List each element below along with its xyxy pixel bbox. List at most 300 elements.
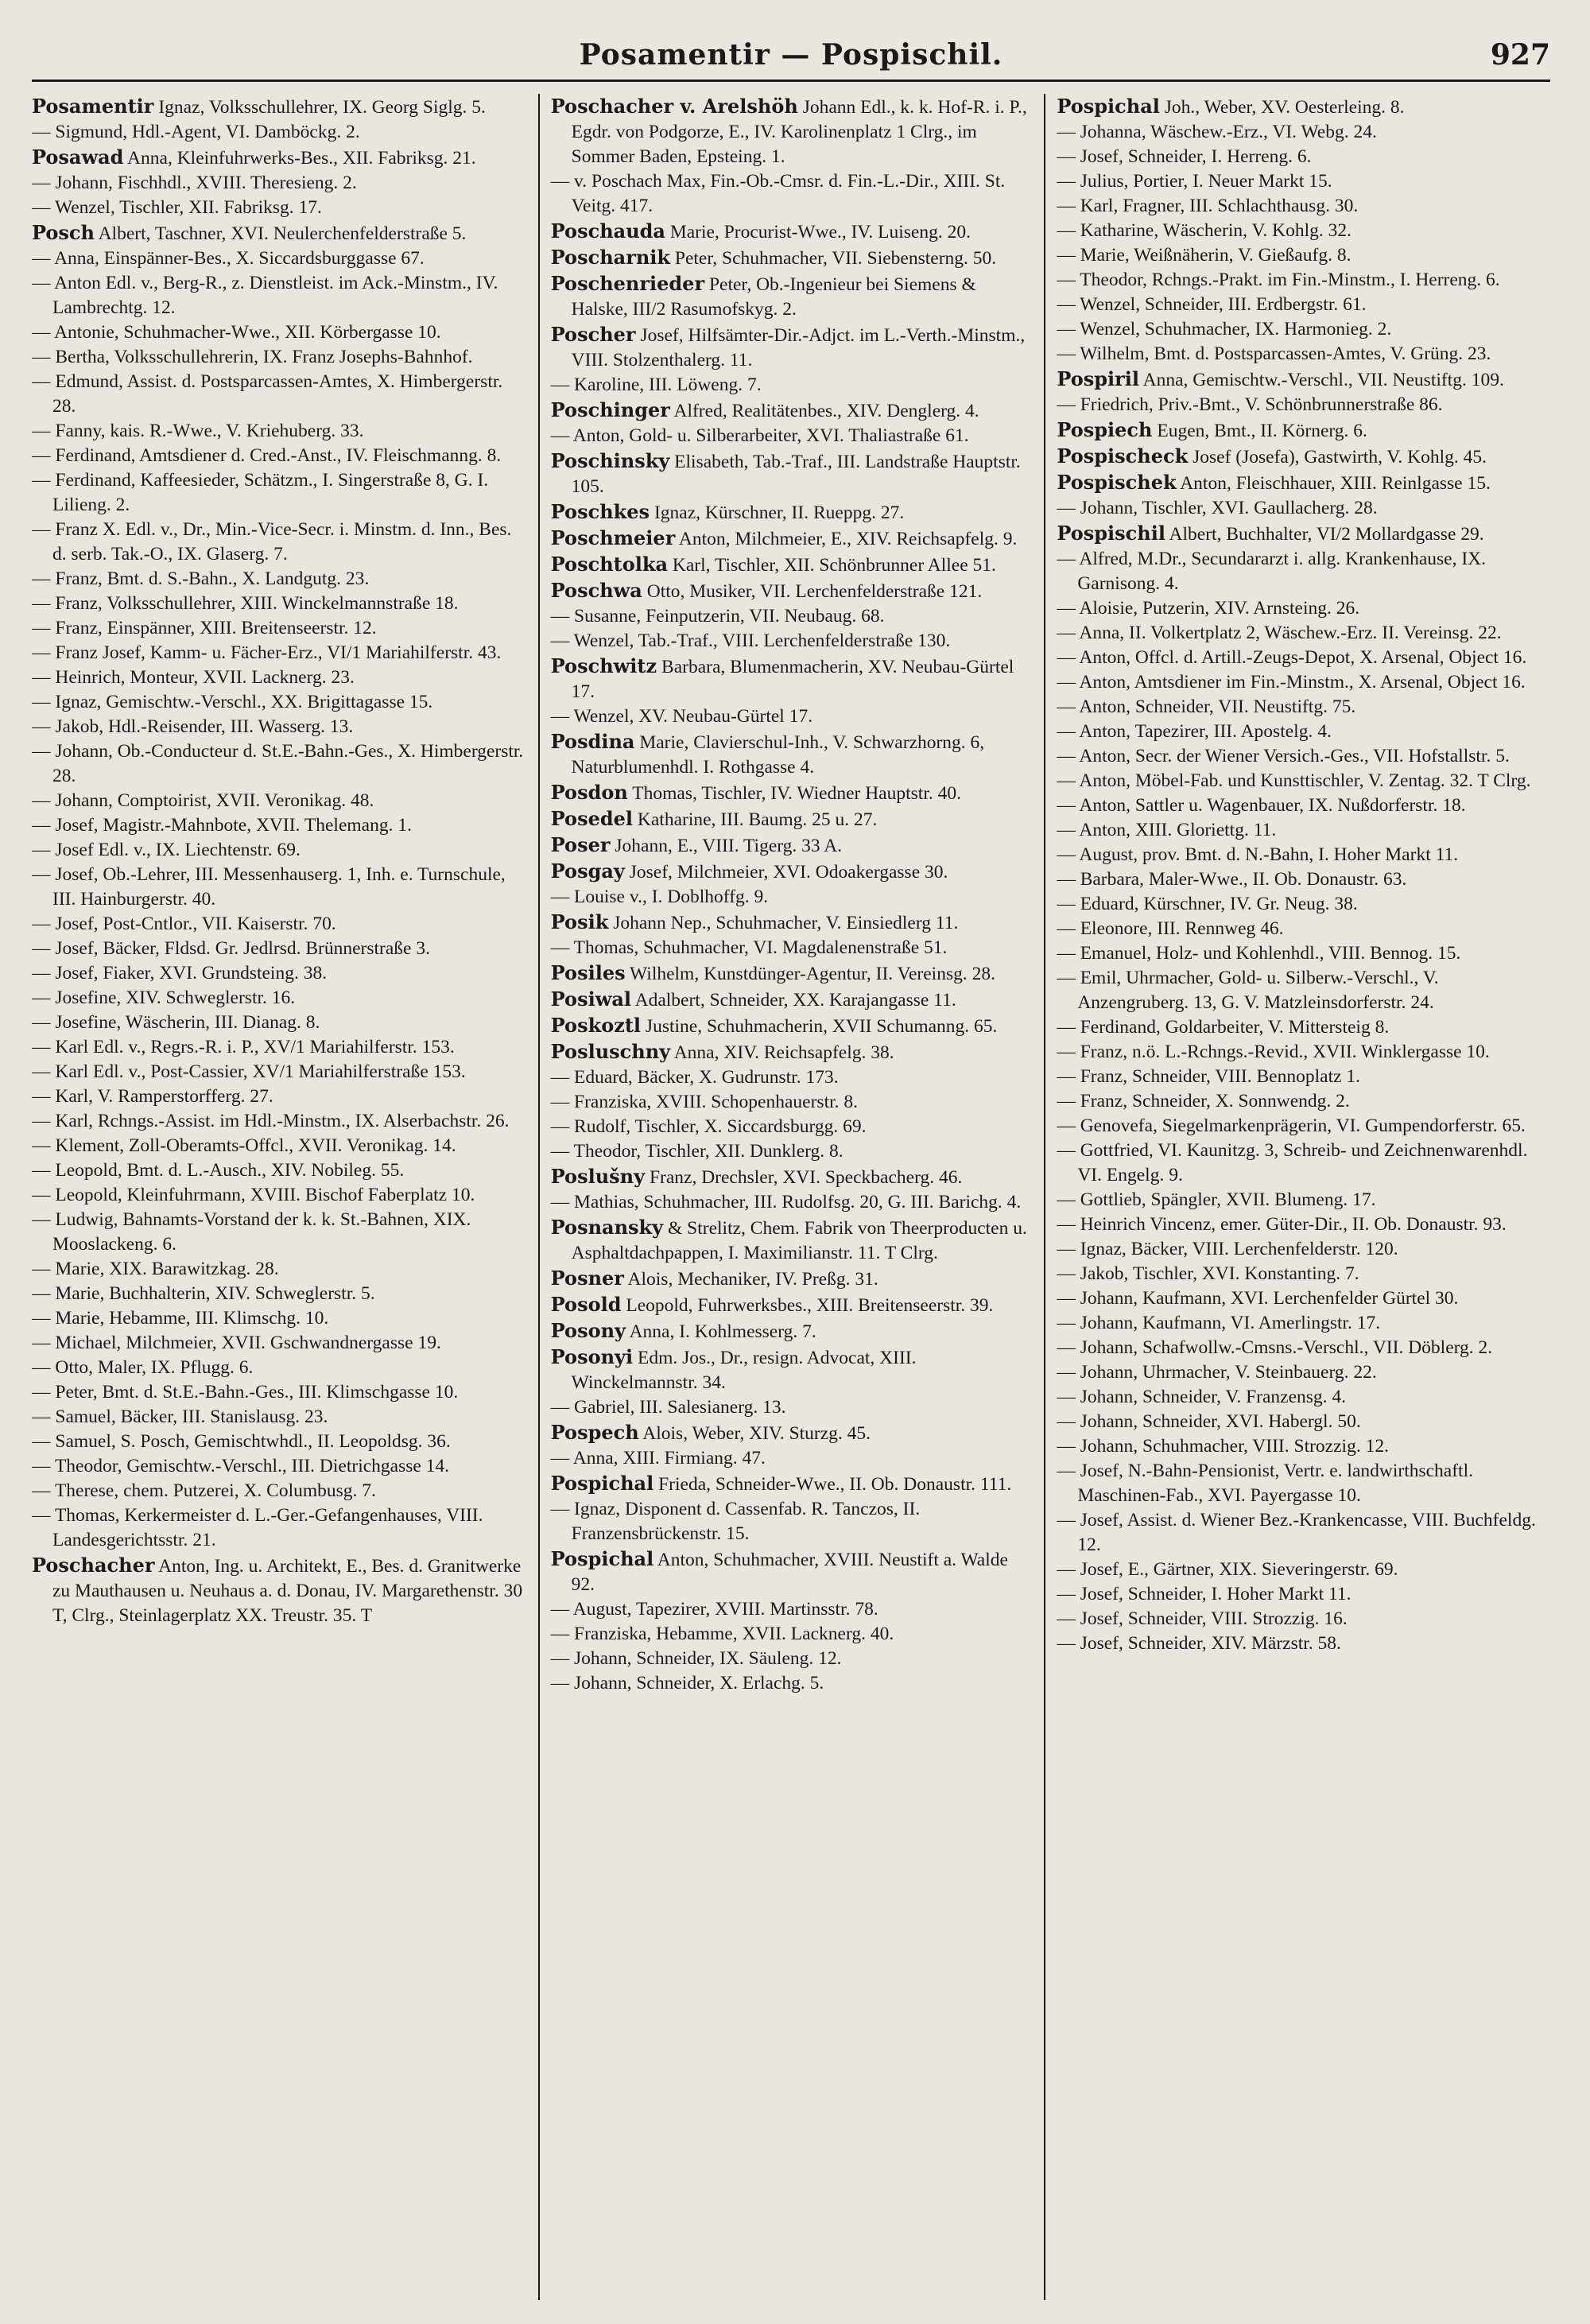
directory-entry bbox=[551, 629, 1034, 654]
directory-entry bbox=[1057, 1212, 1539, 1237]
directory-entry bbox=[1057, 1631, 1539, 1656]
directory-entry bbox=[551, 526, 1034, 552]
entry-surname: Pospichal bbox=[1057, 95, 1160, 118]
entry-text: — August, prov. Bmt. d. N.-Bahn, I. Hoher Markt 11. bbox=[1057, 844, 1459, 865]
entry-text: — Josef, Fiaker, XVI. Grundsteing. 38. bbox=[32, 963, 328, 984]
entry-text: — Aloisie, Putzerin, XIV. Arnsteing. 26. bbox=[1057, 598, 1360, 619]
directory-entry bbox=[1057, 1360, 1539, 1385]
directory-entry bbox=[551, 1090, 1034, 1115]
directory-entry bbox=[32, 592, 527, 616]
entry-surname: Posgay bbox=[550, 859, 625, 883]
directory-entry bbox=[551, 704, 1034, 729]
entry-text: — Anton Edl. v., Berg-R., z. Dienstleist. im Ack.-Minstm., IV. Lambrechtg. 12. bbox=[32, 273, 498, 318]
directory-entry bbox=[1057, 521, 1539, 547]
entry-text: — Ferdinand, Amtsdiener d. Cred.-Anst., IV. Fleischmanng. 8. bbox=[32, 445, 502, 466]
directory-entry bbox=[1057, 1434, 1539, 1459]
entry-text: — Johann, Fischhdl., XVIII. Theresieng. 2. bbox=[32, 173, 357, 193]
directory-entry bbox=[32, 94, 527, 120]
entry-text: Anton, Fleischhauer, XIII. Reinlgasse 15. bbox=[1176, 473, 1491, 494]
directory-entry bbox=[551, 1013, 1034, 1039]
directory-entry bbox=[551, 552, 1034, 578]
entry-text: — Samuel, Bäcker, III. Stanislausg. 23. bbox=[32, 1406, 328, 1427]
directory-entry bbox=[1057, 470, 1539, 496]
directory-entry bbox=[1057, 120, 1539, 145]
entry-text: — Josef, E., Gärtner, XIX. Sieveringerstr. 69. bbox=[1057, 1559, 1398, 1580]
directory-entry bbox=[32, 616, 527, 641]
entry-text: — Karoline, III. Löweng. 7. bbox=[550, 374, 762, 395]
entry-surname: Posiles bbox=[550, 961, 626, 984]
directory-entry bbox=[32, 1257, 527, 1282]
entry-text: — Alfred, M.Dr., Secundararzt i. allg. Krankenhause, IX. Garnisong. 4. bbox=[1057, 549, 1487, 594]
entry-text: — Peter, Bmt. d. St.E.-Bahn.-Ges., III. Klimschgasse 10. bbox=[32, 1382, 459, 1403]
directory-entry bbox=[1057, 769, 1539, 793]
directory-entry bbox=[551, 448, 1034, 499]
entry-text: Franz, Drechsler, XVI. Speckbacherg. 46. bbox=[645, 1167, 963, 1188]
directory-entry bbox=[551, 1597, 1034, 1622]
entry-surname: Posnansky bbox=[550, 1216, 664, 1239]
directory-entry bbox=[1057, 496, 1539, 521]
entry-text: Marie, Clavierschul-Inh., V. Schwarzhorng. 6, Naturblumenhdl. I. Rothgasse 4. bbox=[571, 732, 985, 778]
entry-text: — Sigmund, Hdl.-Agent, VI. Damböckg. 2. bbox=[32, 122, 360, 142]
directory-entry bbox=[32, 196, 527, 220]
directory-entry bbox=[1057, 1508, 1539, 1558]
entry-text: — Josef, Assist. d. Wiener Bez.-Krankencasse, VIII. Buchfeldg. 12. bbox=[1057, 1510, 1536, 1555]
directory-entry bbox=[551, 499, 1034, 526]
directory-entry bbox=[1057, 1237, 1539, 1262]
entry-text: — Anton, Gold- u. Silberarbeiter, XVI. Thaliastraße 61. bbox=[550, 425, 969, 446]
entry-surname: Poschwa bbox=[550, 579, 642, 602]
directory-entry bbox=[32, 370, 527, 419]
entry-text: — Ignaz, Bäcker, VIII. Lerchenfelderstr. 120. bbox=[1057, 1239, 1398, 1259]
entry-text: — Anton, XIII. Gloriettg. 11. bbox=[1057, 820, 1277, 840]
directory-entry bbox=[32, 1183, 527, 1208]
entry-text: — Klement, Zoll-Oberamts-Offcl., XVII. Veronikag. 14. bbox=[32, 1135, 456, 1156]
entry-text: — Emanuel, Holz- und Kohlenhdl., VIII. Bennog. 15. bbox=[1057, 943, 1461, 964]
entry-surname: Posdina bbox=[550, 730, 635, 753]
directory-entry bbox=[32, 1454, 527, 1479]
entry-surname: Pospiech bbox=[1057, 418, 1153, 441]
directory-entry bbox=[32, 715, 527, 739]
directory-entry bbox=[1057, 417, 1539, 444]
page-header bbox=[32, 32, 1550, 82]
directory-entry bbox=[551, 1671, 1034, 1696]
directory-entry bbox=[1057, 818, 1539, 843]
entry-text: — Friedrich, Priv.-Bmt., V. Schönbrunnerstraße 86. bbox=[1057, 394, 1443, 415]
entry-text: — Franz, n.ö. L.-Rchngs.-Revid., XVII. Winklergasse 10. bbox=[1057, 1042, 1490, 1062]
entry-text: — Samuel, S. Posch, Gemischtwhdl., II. Leopoldsg. 36. bbox=[32, 1431, 451, 1452]
directory-entry bbox=[551, 987, 1034, 1013]
entry-text: — Eleonore, III. Rennweg 46. bbox=[1057, 918, 1284, 939]
directory-entry bbox=[1057, 342, 1539, 367]
entry-text: Josef (Josefa), Gastwirth, V. Kohlg. 45. bbox=[1188, 447, 1487, 468]
directory-entry bbox=[1057, 1336, 1539, 1360]
entry-text: Anton, Milchmeier, E., XIV. Reichsapfelg. 9. bbox=[675, 529, 1018, 549]
entry-text: — Wenzel, Tab.-Traf., VIII. Lerchenfelderstraße 130. bbox=[550, 630, 951, 651]
directory-entry bbox=[1057, 646, 1539, 670]
entry-text: — Anna, Einspänner-Bes., X. Siccardsburggasse 67. bbox=[32, 248, 425, 269]
entry-text: Josef, Milchmeier, XVI. Odoakergasse 30. bbox=[624, 862, 948, 883]
entry-surname: Posner bbox=[550, 1267, 624, 1290]
directory-entry bbox=[551, 885, 1034, 910]
entry-surname: Poskoztl bbox=[550, 1014, 642, 1037]
entry-surname: Poscher bbox=[550, 323, 636, 346]
directory-entry bbox=[551, 1647, 1034, 1671]
entry-text: — Karl Edl. v., Post-Cassier, XV/1 Mariahilferstraße 153. bbox=[32, 1061, 466, 1082]
entry-text: — Franz, Schneider, VIII. Bennoplatz 1. bbox=[1057, 1066, 1361, 1087]
directory-entry bbox=[551, 832, 1034, 859]
entry-surname: Pospischek bbox=[1057, 471, 1177, 494]
directory-entry bbox=[32, 246, 527, 271]
directory-entry bbox=[1057, 941, 1539, 966]
directory-entry bbox=[32, 345, 527, 370]
directory-entry bbox=[551, 1344, 1034, 1395]
directory-entry bbox=[551, 780, 1034, 806]
entry-text: — Franz, Schneider, X. Sonnwendg. 2. bbox=[1057, 1091, 1350, 1112]
entry-text: — Johann, Ob.-Conducteur d. St.E.-Bahn.-Ges., X. Himbergerstr. 28. bbox=[32, 741, 524, 786]
entry-text: Alois, Weber, XIV. Sturzg. 45. bbox=[638, 1423, 871, 1444]
directory-entry bbox=[1057, 1114, 1539, 1139]
entry-text: — Anton, Möbel-Fab. und Kunsttischler, V. Zentag. 32. T Clrg. bbox=[1057, 770, 1531, 791]
entry-text: Wilhelm, Kunstdünger-Agentur, II. Vereinsg. 28. bbox=[625, 964, 995, 984]
directory-entry bbox=[551, 219, 1034, 245]
entry-text: Johann Edl., k. k. Hof-R. i. P., Egdr. von Podgorze, E., IV. Karolinenplatz 1 Clrg., im Sommer Baden, Epsteing. 1. bbox=[571, 97, 1027, 167]
directory-entry bbox=[32, 838, 527, 863]
directory-entry bbox=[32, 120, 527, 145]
directory-entry bbox=[32, 1553, 527, 1628]
entry-text: — Anton, Schneider, VII. Neustiftg. 75. bbox=[1057, 696, 1356, 717]
entry-surname: Pospichal bbox=[550, 1547, 654, 1570]
entry-text: — Antonie, Schuhmacher-Wwe., XII. Körbergasse 10. bbox=[32, 322, 441, 343]
entry-surname: Poscharnik bbox=[550, 246, 671, 269]
directory-entry bbox=[551, 1039, 1034, 1065]
entry-text: — Anna, XIII. Firmiang. 47. bbox=[550, 1448, 766, 1469]
entry-text: — Josef, Schneider, I. Hoher Markt 11. bbox=[1057, 1584, 1352, 1604]
entry-surname: Poser bbox=[550, 833, 611, 856]
directory-entry bbox=[32, 1306, 527, 1331]
directory-entry bbox=[1057, 194, 1539, 219]
entry-text: — Fanny, kais. R.-Wwe., V. Kriehuberg. 33. bbox=[32, 421, 364, 441]
entry-text: — Josef, Magistr.-Mahnbote, XVII. Thelemang. 1. bbox=[32, 815, 412, 836]
entry-surname: Poschmeier bbox=[550, 526, 676, 549]
entry-surname: Pospischeck bbox=[1057, 444, 1189, 468]
directory-entry bbox=[1057, 596, 1539, 621]
entry-text: — Heinrich, Monteur, XVII. Lacknerg. 23. bbox=[32, 667, 355, 688]
directory-entry bbox=[1057, 1089, 1539, 1114]
directory-entry bbox=[1057, 966, 1539, 1015]
entry-text: — Johann, Uhrmacher, V. Steinbauerg. 22. bbox=[1057, 1362, 1377, 1383]
directory-entry bbox=[32, 1035, 527, 1060]
entry-text: — Katharine, Wäscherin, V. Kohlg. 32. bbox=[1057, 220, 1352, 241]
directory-entry bbox=[1057, 621, 1539, 646]
directory-entry bbox=[32, 271, 527, 320]
directory-entry bbox=[551, 654, 1034, 704]
directory-entry bbox=[551, 1164, 1034, 1190]
directory-entry bbox=[1057, 1311, 1539, 1336]
directory-entry bbox=[32, 1380, 527, 1405]
directory-entry bbox=[32, 986, 527, 1011]
entry-text: — Anton, Sattler u. Wagenbauer, IX. Nußdorferstr. 18. bbox=[1057, 795, 1466, 816]
directory-entry bbox=[551, 1215, 1034, 1266]
entry-text: — Franz, Einspänner, XIII. Breitenseerstr. 12. bbox=[32, 618, 377, 638]
entry-text: — Theodor, Rchngs.-Prakt. im Fin.-Minstm., I. Herreng. 6. bbox=[1057, 270, 1500, 290]
directory-entry bbox=[32, 1011, 527, 1035]
entry-text: — Karl Edl. v., Regrs.-R. i. P., XV/1 Mariahilferstr. 153. bbox=[32, 1037, 455, 1057]
entry-text: — Josef Edl. v., IX. Liechtenstr. 69. bbox=[32, 840, 301, 860]
entry-surname: Poschacher bbox=[32, 1554, 155, 1577]
entry-surname: Posiwal bbox=[550, 987, 632, 1011]
entry-surname: Poschtolka bbox=[550, 553, 669, 576]
column-2 bbox=[538, 94, 1045, 2300]
directory-entry bbox=[1057, 744, 1539, 769]
entry-surname: Poslušny bbox=[550, 1165, 646, 1188]
entry-text: Anna, I. Kohlmesserg. 7. bbox=[625, 1321, 816, 1342]
directory-entry bbox=[32, 1158, 527, 1183]
entry-surname: Poschacher v. Arelshöh bbox=[550, 95, 798, 118]
directory-entry bbox=[551, 1546, 1034, 1597]
entry-surname: Pospiril bbox=[1057, 367, 1140, 390]
entry-text: — Anton, Secr. der Wiener Versich.-Ges., VII. Hofstallstr. 5. bbox=[1057, 746, 1510, 766]
entry-text: Karl, Tischler, XII. Schönbrunner Allee 51. bbox=[668, 555, 996, 576]
directory-entry bbox=[32, 518, 527, 567]
entry-text: Barbara, Blumenmacherin, XV. Neubau-Gürtel 17. bbox=[571, 657, 1014, 702]
entry-text: — Genovefa, Siegelmarkenprägerin, VI. Gumpendorferstr. 65. bbox=[1057, 1115, 1526, 1136]
entry-text: — Gottlieb, Spängler, XVII. Blumeng. 17. bbox=[1057, 1189, 1376, 1210]
entry-text: — Theodor, Gemischtw.-Verschl., III. Dietrichgasse 14. bbox=[32, 1456, 450, 1476]
directory-entry bbox=[1057, 367, 1539, 393]
entry-text: — Gabriel, III. Salesianerg. 13. bbox=[550, 1397, 786, 1418]
entry-text: — Ignaz, Disponent d. Cassenfab. R. Tanczos, II. Franzensbrückenstr. 15. bbox=[550, 1499, 921, 1544]
entry-text: — Wenzel, Tischler, XII. Fabriksg. 17. bbox=[32, 197, 322, 218]
entry-surname: Poschenrieder bbox=[550, 272, 705, 295]
entry-text: — Thomas, Kerkermeister d. L.-Ger.-Gefangenhauses, VIII. Landesgerichtsstr. 21. bbox=[32, 1505, 483, 1550]
directory-entry bbox=[1057, 670, 1539, 695]
entry-text: — Johann, Schneider, V. Franzensg. 4. bbox=[1057, 1387, 1347, 1407]
directory-entry bbox=[32, 641, 527, 665]
directory-entry bbox=[32, 912, 527, 937]
directory-entry bbox=[1057, 547, 1539, 596]
directory-entry bbox=[32, 1405, 527, 1430]
entry-text: Joh., Weber, XV. Oesterleing. 8. bbox=[1159, 97, 1405, 118]
entry-surname: Posony bbox=[550, 1319, 626, 1342]
entry-text: — Heinrich Vincenz, emer. Güter-Dir., II. Ob. Donaustr. 93. bbox=[1057, 1214, 1507, 1235]
directory-entry bbox=[551, 1139, 1034, 1164]
directory-entry bbox=[551, 578, 1034, 604]
entry-text: — Johann, Schafwollw.-Cmsns.-Verschl., VII. Döblerg. 2. bbox=[1057, 1337, 1493, 1358]
entry-text: Peter, Schuhmacher, VII. Siebensterng. 50. bbox=[670, 248, 997, 269]
entry-text: — Johann, Schneider, IX. Säuleng. 12. bbox=[550, 1648, 842, 1669]
entry-surname: Poschauda bbox=[550, 219, 665, 242]
entry-text: Johann, E., VIII. Tigerg. 33 A. bbox=[610, 836, 843, 856]
directory-entry bbox=[1057, 867, 1539, 892]
entry-text: Katharine, III. Baumg. 25 u. 27. bbox=[633, 809, 878, 830]
entry-surname: Posluschny bbox=[550, 1040, 671, 1063]
directory-entry bbox=[551, 424, 1034, 448]
entry-text: — Bertha, Volksschullehrerin, IX. Franz Josephs-Bahnhof. bbox=[32, 347, 473, 367]
directory-entry bbox=[1057, 1558, 1539, 1582]
entry-text: — Johann, Tischler, XVI. Gaullacherg. 28. bbox=[1057, 498, 1378, 518]
entry-text: Anton, Schuhmacher, XVIII. Neustift a. Walde 92. bbox=[571, 1550, 1008, 1595]
directory-entry bbox=[32, 1430, 527, 1454]
directory-entry bbox=[32, 1282, 527, 1306]
page-number: 927 bbox=[1490, 38, 1550, 72]
directory-entry bbox=[1057, 1582, 1539, 1607]
directory-entry bbox=[551, 1446, 1034, 1471]
entry-text: — Josefine, XIV. Schweglerstr. 16. bbox=[32, 987, 296, 1008]
entry-text: — Wenzel, XV. Neubau-Gürtel 17. bbox=[550, 706, 813, 727]
directory-entry bbox=[551, 373, 1034, 398]
directory-entry bbox=[1057, 317, 1539, 342]
entry-text: Albert, Taschner, XVI. Neulerchenfelderstraße 5. bbox=[94, 223, 467, 244]
directory-entry bbox=[32, 665, 527, 690]
entry-surname: Posik bbox=[550, 910, 609, 933]
directory-entry bbox=[1057, 393, 1539, 417]
entry-text: Frieda, Schneider-Wwe., II. Ob. Donaustr. 111. bbox=[653, 1474, 1012, 1495]
entry-text: — Emil, Uhrmacher, Gold- u. Silberw.-Verschl., V. Anzengruberg. 13, G. V. Matzleinsdorferstr. 24. bbox=[1057, 968, 1439, 1013]
directory-entry bbox=[551, 1318, 1034, 1344]
entry-text: Anna, Kleinfuhrwerks-Bes., XII. Fabriksg. 21. bbox=[123, 148, 476, 169]
directory-entry bbox=[32, 961, 527, 986]
entry-text: — Ignaz, Gemischtw.-Verschl., XX. Brigittagasse 15. bbox=[32, 692, 433, 712]
entry-surname: Poschwitz bbox=[550, 654, 657, 677]
entry-surname: Posonyi bbox=[550, 1345, 634, 1368]
entry-text: — Otto, Maler, IX. Pflugg. 6. bbox=[32, 1357, 254, 1378]
directory-entry bbox=[551, 1471, 1034, 1497]
directory-entry bbox=[551, 1065, 1034, 1090]
entry-text: Albert, Buchhalter, VI/2 Mollardgasse 29. bbox=[1165, 524, 1484, 545]
entry-text: — Marie, Hebamme, III. Klimschg. 10. bbox=[32, 1308, 329, 1329]
directory-entry bbox=[551, 1190, 1034, 1215]
directory-entry bbox=[1057, 917, 1539, 941]
directory-entry bbox=[1057, 1015, 1539, 1040]
entry-text: — Susanne, Feinputzerin, VII. Neubaug. 68. bbox=[550, 606, 885, 627]
directory-entry bbox=[32, 567, 527, 592]
entry-text: — Thomas, Schuhmacher, VI. Magdalenenstraße 51. bbox=[550, 937, 948, 958]
directory-entry bbox=[551, 1622, 1034, 1647]
entry-text: — Barbara, Maler-Wwe., II. Ob. Donaustr. 63. bbox=[1057, 869, 1407, 890]
entry-text: — Rudolf, Tischler, X. Siccardsburgg. 69. bbox=[550, 1116, 867, 1137]
entry-text: — Josef, Bäcker, Fldsd. Gr. Jedlrsd. Brünnerstraße 3. bbox=[32, 938, 430, 959]
directory-entry bbox=[551, 1115, 1034, 1139]
entry-surname: Posdon bbox=[550, 781, 628, 804]
directory-entry bbox=[32, 813, 527, 838]
entry-text: — Julius, Portier, I. Neuer Markt 15. bbox=[1057, 171, 1332, 192]
directory-entry bbox=[32, 1084, 527, 1109]
directory-entry bbox=[1057, 94, 1539, 120]
directory-entry bbox=[1057, 1040, 1539, 1065]
directory-entry bbox=[32, 937, 527, 961]
entry-text: — Franz Josef, Kamm- u. Fächer-Erz., VI/1 Mariahilferstr. 43. bbox=[32, 642, 502, 663]
directory-entry bbox=[32, 468, 527, 518]
directory-entry bbox=[551, 398, 1034, 424]
entry-surname: Poschinsky bbox=[550, 449, 670, 472]
directory-entry bbox=[1057, 1607, 1539, 1631]
entry-text: — Johann, Kaufmann, XVI. Lerchenfelder Gürtel 30. bbox=[1057, 1288, 1459, 1309]
directory-entry bbox=[32, 1208, 527, 1257]
entry-text: — Theodor, Tischler, XII. Dunklerg. 8. bbox=[550, 1141, 843, 1162]
entry-surname: Pospischil bbox=[1057, 522, 1165, 545]
directory-entry bbox=[551, 604, 1034, 629]
directory-entry bbox=[551, 960, 1034, 987]
entry-surname: Poschinger bbox=[550, 398, 670, 421]
directory-entry bbox=[1057, 1188, 1539, 1212]
directory-entry bbox=[32, 1331, 527, 1356]
directory-entry bbox=[32, 1109, 527, 1134]
entry-text: Anna, Gemischtw.-Verschl., VII. Neustiftg. 109. bbox=[1139, 370, 1504, 390]
entry-text: — Eduard, Bäcker, X. Gudrunstr. 173. bbox=[550, 1067, 839, 1088]
entry-text: — Anton, Tapezirer, III. Apostelg. 4. bbox=[1057, 721, 1332, 742]
entry-surname: Poschkes bbox=[550, 500, 650, 523]
entry-text: — Louise v., I. Doblhoffg. 9. bbox=[550, 887, 769, 907]
entry-text: — Marie, Weißnäherin, V. Gießaufg. 8. bbox=[1057, 245, 1352, 266]
directory-entry bbox=[32, 220, 527, 246]
directory-entry bbox=[1057, 268, 1539, 293]
directory-entry bbox=[551, 271, 1034, 322]
entry-text: — Johanna, Wäschew.-Erz., VI. Webg. 24. bbox=[1057, 122, 1377, 142]
entry-text: — Edmund, Assist. d. Postsparcassen-Amtes, X. Himbergerstr. 28. bbox=[32, 371, 503, 417]
directory-entry bbox=[551, 936, 1034, 960]
entry-surname: Pospech bbox=[550, 1421, 639, 1444]
entry-text: — Josefine, Wäscherin, III. Dianag. 8. bbox=[32, 1012, 320, 1033]
entry-text: — Anna, II. Volkertplatz 2, Wäschew.-Erz. II. Vereinsg. 22. bbox=[1057, 623, 1502, 643]
directory-entry bbox=[1057, 1459, 1539, 1508]
entry-text: — Franziska, XVIII. Schopenhauerstr. 8. bbox=[550, 1092, 859, 1112]
directory-entry bbox=[1057, 1139, 1539, 1188]
entry-text: — Ferdinand, Kaffeesieder, Schätzm., I. Singerstraße 8, G. I. Lilieng. 2. bbox=[32, 470, 489, 515]
entry-text: — Johann, Schuhmacher, VIII. Strozzig. 12. bbox=[1057, 1436, 1389, 1457]
directory-entry bbox=[1057, 843, 1539, 867]
entry-text: — Johann, Schneider, XVI. Habergl. 50. bbox=[1057, 1411, 1361, 1432]
directory-entry bbox=[32, 1356, 527, 1380]
directory-entry bbox=[1057, 145, 1539, 169]
directory-entry bbox=[551, 1420, 1034, 1446]
entry-text: — Karl, Fragner, III. Schlachthausg. 30. bbox=[1057, 196, 1359, 216]
entry-text: — Anton, Offcl. d. Artill.-Zeugs-Depot, X. Arsenal, Object 16. bbox=[1057, 647, 1527, 668]
entry-text: Edm. Jos., Dr., resign. Advocat, XIII. Winckelmannstr. 34. bbox=[571, 1348, 917, 1393]
directory-entry bbox=[1057, 1065, 1539, 1089]
entry-text: — Eduard, Kürschner, IV. Gr. Neug. 38. bbox=[1057, 894, 1358, 914]
directory-entry bbox=[551, 729, 1034, 780]
entry-text: Alfred, Realitätenbes., XIV. Denglerg. 4. bbox=[669, 401, 979, 421]
entry-text: — Josef, Schneider, I. Herreng. 6. bbox=[1057, 146, 1312, 167]
entry-text: Leopold, Fuhrwerksbes., XIII. Breitenseerstr. 39. bbox=[621, 1295, 994, 1316]
directory-entry bbox=[32, 789, 527, 813]
directory-entry bbox=[1057, 793, 1539, 818]
entry-text: — Franziska, Hebamme, XVII. Lacknerg. 40. bbox=[550, 1624, 894, 1644]
entry-text: — Marie, XIX. Barawitzkag. 28. bbox=[32, 1259, 279, 1279]
directory-entry bbox=[1057, 1385, 1539, 1410]
entry-text: — Leopold, Bmt. d. L.-Ausch., XIV. Nobileg. 55. bbox=[32, 1160, 405, 1181]
entry-text: Thomas, Tischler, IV. Wiedner Hauptstr. 40. bbox=[627, 783, 961, 804]
entry-text: — Johann, Schneider, X. Erlachg. 5. bbox=[550, 1673, 824, 1694]
page-title: Posamentir — Pospischil. bbox=[579, 38, 1003, 72]
entry-text: Johann Nep., Schuhmacher, V. Einsiedlerg 11. bbox=[608, 913, 959, 933]
directory-entry bbox=[32, 444, 527, 468]
entry-text: — Franz X. Edl. v., Dr., Min.-Vice-Secr. i. Minstm. d. Inn., Bes. d. serb. Tak.-O., IX. Glaserg. 7. bbox=[32, 519, 512, 565]
entry-text: Otto, Musiker, VII. Lerchenfelderstraße 121. bbox=[642, 581, 983, 602]
entry-text: — Therese, chem. Putzerei, X. Columbusg. 7. bbox=[32, 1480, 376, 1501]
directory-entry bbox=[32, 739, 527, 789]
entry-text: — Josef, Schneider, VIII. Strozzig. 16. bbox=[1057, 1608, 1348, 1629]
directory-entry bbox=[1057, 1286, 1539, 1311]
directory-entry bbox=[1057, 293, 1539, 317]
directory-entry bbox=[551, 169, 1034, 219]
entry-text: — Franz, Volksschullehrer, XIII. Winckelmannstraße 18. bbox=[32, 593, 459, 614]
entry-text: — Wilhelm, Bmt. d. Postsparcassen-Amtes, V. Grüng. 23. bbox=[1057, 343, 1491, 364]
directory-entry bbox=[1057, 1262, 1539, 1286]
entry-text: Anton, Ing. u. Architekt, E., Bes. d. Granitwerke zu Mauthausen u. Neuhaus a. d. Donau, IV. Margarethenstr. 30 T, Clrg., Steinlagerplatz XX. Treustr. 35. T bbox=[52, 1556, 523, 1626]
entry-text: — Ludwig, Bahnamts-Vorstand der k. k. St.-Bahnen, XIX. Mooslackeng. 6. bbox=[32, 1209, 471, 1255]
entry-text: Anna, XIV. Reichsapfelg. 38. bbox=[670, 1042, 894, 1063]
